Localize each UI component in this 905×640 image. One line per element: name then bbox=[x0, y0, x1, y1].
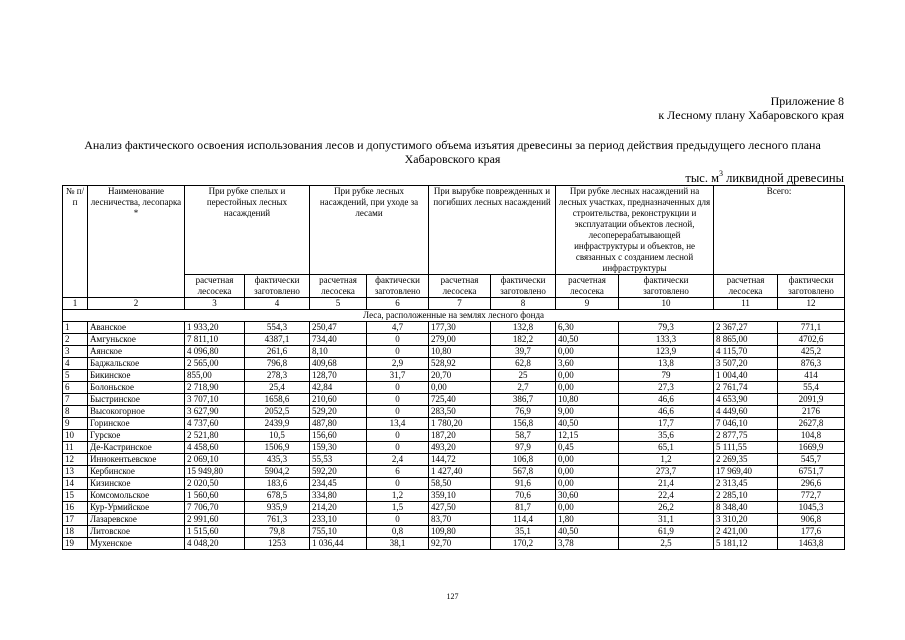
row-number: 5 bbox=[63, 370, 88, 382]
row-number: 8 bbox=[63, 406, 88, 418]
value-cell: 755,10 bbox=[310, 526, 367, 538]
value-cell: 106,8 bbox=[491, 454, 556, 466]
value-cell: 409,68 bbox=[310, 358, 367, 370]
value-cell: 435,3 bbox=[245, 454, 310, 466]
value-cell: 1 427,40 bbox=[429, 466, 491, 478]
header-group-care: При рубке лесных насаждений, при уходе за лесами bbox=[310, 186, 429, 275]
value-cell: 0,00 bbox=[556, 466, 619, 478]
value-cell: 20,70 bbox=[429, 370, 491, 382]
value-cell: 6751,7 bbox=[778, 466, 845, 478]
value-cell: 76,9 bbox=[491, 406, 556, 418]
forestry-name: Мухенское bbox=[88, 538, 185, 550]
value-cell: 40,50 bbox=[556, 418, 619, 430]
column-number: 10 bbox=[619, 298, 714, 310]
value-cell: 1,2 bbox=[367, 490, 429, 502]
value-cell: 1045,3 bbox=[778, 502, 845, 514]
value-cell: 1 780,20 bbox=[429, 418, 491, 430]
value-cell: 1463,8 bbox=[778, 538, 845, 550]
column-number: 6 bbox=[367, 298, 429, 310]
value-cell: 210,60 bbox=[310, 394, 367, 406]
subheader-planned: расчетная лесосека bbox=[429, 275, 491, 298]
value-cell: 6 bbox=[367, 466, 429, 478]
row-number: 16 bbox=[63, 502, 88, 514]
value-cell: 0,45 bbox=[556, 442, 619, 454]
value-cell: 133,3 bbox=[619, 334, 714, 346]
row-number: 1 bbox=[63, 322, 88, 334]
table-row bbox=[63, 418, 845, 430]
value-cell: 27,3 bbox=[619, 382, 714, 394]
value-cell: 2 991,60 bbox=[185, 514, 245, 526]
value-cell: 91,6 bbox=[491, 478, 556, 490]
table-row bbox=[63, 370, 845, 382]
forestry-name: Литовское bbox=[88, 526, 185, 538]
value-cell: 15 949,80 bbox=[185, 466, 245, 478]
value-cell: 13,4 bbox=[367, 418, 429, 430]
row-number: 3 bbox=[63, 346, 88, 358]
value-cell: 2176 bbox=[778, 406, 845, 418]
value-cell: 414 bbox=[778, 370, 845, 382]
value-cell: 0 bbox=[367, 346, 429, 358]
value-cell: 2,9 bbox=[367, 358, 429, 370]
table-row bbox=[63, 382, 845, 394]
value-cell: 159,30 bbox=[310, 442, 367, 454]
row-number: 9 bbox=[63, 418, 88, 430]
value-cell: 2,7 bbox=[491, 382, 556, 394]
row-number: 15 bbox=[63, 490, 88, 502]
forestry-name: Кербинское bbox=[88, 466, 185, 478]
forestry-name: Высокогорное bbox=[88, 406, 185, 418]
value-cell: 9,00 bbox=[556, 406, 619, 418]
value-cell: 83,70 bbox=[429, 514, 491, 526]
table-row bbox=[63, 322, 845, 334]
table-row bbox=[63, 442, 845, 454]
value-cell: 0,00 bbox=[556, 370, 619, 382]
row-number: 11 bbox=[63, 442, 88, 454]
units-prefix: тыс. м bbox=[685, 171, 719, 185]
value-cell: 58,7 bbox=[491, 430, 556, 442]
table-row bbox=[63, 334, 845, 346]
forest-use-table bbox=[62, 185, 845, 550]
value-cell: 61,9 bbox=[619, 526, 714, 538]
value-cell: 0 bbox=[367, 334, 429, 346]
value-cell: 0 bbox=[367, 430, 429, 442]
value-cell: 10,80 bbox=[556, 394, 619, 406]
value-cell: 10,5 bbox=[245, 430, 310, 442]
value-cell: 1 515,60 bbox=[185, 526, 245, 538]
value-cell: 2 565,00 bbox=[185, 358, 245, 370]
value-cell: 5 181,12 bbox=[714, 538, 778, 550]
value-cell: 554,3 bbox=[245, 322, 310, 334]
value-cell: 17 969,40 bbox=[714, 466, 778, 478]
value-cell: 65,1 bbox=[619, 442, 714, 454]
value-cell: 170,2 bbox=[491, 538, 556, 550]
value-cell: 144,72 bbox=[429, 454, 491, 466]
value-cell: 8 865,00 bbox=[714, 334, 778, 346]
value-cell: 156,60 bbox=[310, 430, 367, 442]
table-row bbox=[63, 430, 845, 442]
row-number: 7 bbox=[63, 394, 88, 406]
value-cell: 427,50 bbox=[429, 502, 491, 514]
value-cell: 7 046,10 bbox=[714, 418, 778, 430]
value-cell: 734,40 bbox=[310, 334, 367, 346]
value-cell: 156,8 bbox=[491, 418, 556, 430]
subheader-actual: фактически заготовлено bbox=[245, 275, 310, 298]
row-number: 2 bbox=[63, 334, 88, 346]
value-cell: 132,8 bbox=[491, 322, 556, 334]
value-cell: 4,7 bbox=[367, 322, 429, 334]
value-cell: 2 285,10 bbox=[714, 490, 778, 502]
value-cell: 487,80 bbox=[310, 418, 367, 430]
value-cell: 31,7 bbox=[367, 370, 429, 382]
subheader-planned: расчетная лесосека bbox=[556, 275, 619, 298]
value-cell: 4 115,70 bbox=[714, 346, 778, 358]
table-row bbox=[63, 454, 845, 466]
value-cell: 279,00 bbox=[429, 334, 491, 346]
value-cell: 3 507,20 bbox=[714, 358, 778, 370]
subheader-actual: фактически заготовлено bbox=[619, 275, 714, 298]
value-cell: 97,9 bbox=[491, 442, 556, 454]
value-cell: 855,00 bbox=[185, 370, 245, 382]
value-cell: 7 706,70 bbox=[185, 502, 245, 514]
value-cell: 214,20 bbox=[310, 502, 367, 514]
value-cell: 13,8 bbox=[619, 358, 714, 370]
value-cell: 39,7 bbox=[491, 346, 556, 358]
value-cell: 40,50 bbox=[556, 526, 619, 538]
forestry-name: Лазаревское bbox=[88, 514, 185, 526]
value-cell: 334,80 bbox=[310, 490, 367, 502]
table-row bbox=[63, 490, 845, 502]
value-cell: 2 521,80 bbox=[185, 430, 245, 442]
value-cell: 278,3 bbox=[245, 370, 310, 382]
value-cell: 4 096,80 bbox=[185, 346, 245, 358]
value-cell: 2 269,35 bbox=[714, 454, 778, 466]
value-cell: 876,3 bbox=[778, 358, 845, 370]
value-cell: 55,53 bbox=[310, 454, 367, 466]
subheader-planned: расчетная лесосека bbox=[714, 275, 778, 298]
header-row bbox=[63, 186, 845, 275]
value-cell: 62,8 bbox=[491, 358, 556, 370]
value-cell: 2,5 bbox=[619, 538, 714, 550]
row-number: 10 bbox=[63, 430, 88, 442]
value-cell: 187,20 bbox=[429, 430, 491, 442]
value-cell: 177,30 bbox=[429, 322, 491, 334]
units-superscript: 3 bbox=[718, 169, 723, 178]
value-cell: 935,9 bbox=[245, 502, 310, 514]
forestry-name: Де-Кастринское bbox=[88, 442, 185, 454]
value-cell: 4 737,60 bbox=[185, 418, 245, 430]
value-cell: 114,4 bbox=[491, 514, 556, 526]
column-number-row bbox=[63, 298, 845, 310]
value-cell: 273,7 bbox=[619, 466, 714, 478]
section-row bbox=[63, 310, 845, 322]
value-cell: 1253 bbox=[245, 538, 310, 550]
column-number: 8 bbox=[491, 298, 556, 310]
appendix-number: Приложение 8 bbox=[770, 94, 844, 108]
value-cell: 30,60 bbox=[556, 490, 619, 502]
row-number: 17 bbox=[63, 514, 88, 526]
value-cell: 7 811,10 bbox=[185, 334, 245, 346]
value-cell: 386,7 bbox=[491, 394, 556, 406]
section-title: Леса, расположенные на землях лесного фонда bbox=[63, 310, 845, 322]
table-row bbox=[63, 358, 845, 370]
table-row bbox=[63, 514, 845, 526]
table-row bbox=[63, 526, 845, 538]
column-number: 1 bbox=[63, 298, 88, 310]
table-row bbox=[63, 394, 845, 406]
table-row bbox=[63, 538, 845, 550]
document-title: Анализ фактического освоения использования лесов и допустимого объема изъятия древесины за период действия предыдущего лесного плана Хабаровского края bbox=[84, 138, 821, 166]
value-cell: 8 348,40 bbox=[714, 502, 778, 514]
value-cell: 42,84 bbox=[310, 382, 367, 394]
forestry-name: Комсомольское bbox=[88, 490, 185, 502]
value-cell: 678,5 bbox=[245, 490, 310, 502]
value-cell: 2091,9 bbox=[778, 394, 845, 406]
value-cell: 1 560,60 bbox=[185, 490, 245, 502]
value-cell: 25,4 bbox=[245, 382, 310, 394]
value-cell: 3,78 bbox=[556, 538, 619, 550]
header-name: Наименование лесничества, лесопарка * bbox=[88, 186, 185, 298]
value-cell: 0,00 bbox=[556, 382, 619, 394]
forestry-name: Кур-Урмийское bbox=[88, 502, 185, 514]
table-row bbox=[63, 406, 845, 418]
value-cell: 283,50 bbox=[429, 406, 491, 418]
value-cell: 6,30 bbox=[556, 322, 619, 334]
table-row bbox=[63, 346, 845, 358]
value-cell: 4 048,20 bbox=[185, 538, 245, 550]
value-cell: 296,6 bbox=[778, 478, 845, 490]
value-cell: 796,8 bbox=[245, 358, 310, 370]
value-cell: 21,4 bbox=[619, 478, 714, 490]
value-cell: 0,00 bbox=[556, 502, 619, 514]
value-cell: 250,47 bbox=[310, 322, 367, 334]
value-cell: 1 933,20 bbox=[185, 322, 245, 334]
table-row bbox=[63, 466, 845, 478]
row-number: 13 bbox=[63, 466, 88, 478]
value-cell: 25 bbox=[491, 370, 556, 382]
forestry-name: Аянское bbox=[88, 346, 185, 358]
value-cell: 104,8 bbox=[778, 430, 845, 442]
value-cell: 592,20 bbox=[310, 466, 367, 478]
column-number: 5 bbox=[310, 298, 367, 310]
value-cell: 2 313,45 bbox=[714, 478, 778, 490]
value-cell: 31,1 bbox=[619, 514, 714, 526]
value-cell: 2439,9 bbox=[245, 418, 310, 430]
page-number: 127 bbox=[446, 592, 459, 601]
value-cell: 38,1 bbox=[367, 538, 429, 550]
value-cell: 261,6 bbox=[245, 346, 310, 358]
forestry-name: Гурское bbox=[88, 430, 185, 442]
value-cell: 528,92 bbox=[429, 358, 491, 370]
value-cell: 40,50 bbox=[556, 334, 619, 346]
value-cell: 5904,2 bbox=[245, 466, 310, 478]
value-cell: 0,00 bbox=[556, 454, 619, 466]
row-number: 19 bbox=[63, 538, 88, 550]
value-cell: 2 718,90 bbox=[185, 382, 245, 394]
value-cell: 0,8 bbox=[367, 526, 429, 538]
value-cell: 81,7 bbox=[491, 502, 556, 514]
forestry-name: Иннокентьевское bbox=[88, 454, 185, 466]
subheader-planned: расчетная лесосека bbox=[185, 275, 245, 298]
value-cell: 10,80 bbox=[429, 346, 491, 358]
value-cell: 233,10 bbox=[310, 514, 367, 526]
value-cell: 1506,9 bbox=[245, 442, 310, 454]
appendix-reference: к Лесному плану Хабаровского края bbox=[658, 108, 844, 122]
value-cell: 0,00 bbox=[556, 478, 619, 490]
value-cell: 12,15 bbox=[556, 430, 619, 442]
value-cell: 3 310,20 bbox=[714, 514, 778, 526]
value-cell: 17,7 bbox=[619, 418, 714, 430]
column-number: 4 bbox=[245, 298, 310, 310]
value-cell: 725,40 bbox=[429, 394, 491, 406]
value-cell: 4 458,60 bbox=[185, 442, 245, 454]
value-cell: 182,2 bbox=[491, 334, 556, 346]
value-cell: 1,5 bbox=[367, 502, 429, 514]
value-cell: 22,4 bbox=[619, 490, 714, 502]
subheader-planned: расчетная лесосека bbox=[310, 275, 367, 298]
value-cell: 46,6 bbox=[619, 406, 714, 418]
value-cell: 0,00 bbox=[429, 382, 491, 394]
header-group-damaged: При вырубке поврежденных и погибших лесных насаждений bbox=[429, 186, 556, 275]
value-cell: 1 004,40 bbox=[714, 370, 778, 382]
value-cell: 1,2 bbox=[619, 454, 714, 466]
column-number: 9 bbox=[556, 298, 619, 310]
value-cell: 2 761,74 bbox=[714, 382, 778, 394]
table-row bbox=[63, 478, 845, 490]
value-cell: 2052,5 bbox=[245, 406, 310, 418]
forestry-name: Болоньское bbox=[88, 382, 185, 394]
value-cell: 0 bbox=[367, 406, 429, 418]
header-group-mature: При рубке спелых и перестойных лесных насаждений bbox=[185, 186, 310, 275]
value-cell: 26,2 bbox=[619, 502, 714, 514]
value-cell: 2 069,10 bbox=[185, 454, 245, 466]
subheader-actual: фактически заготовлено bbox=[778, 275, 845, 298]
row-number: 6 bbox=[63, 382, 88, 394]
column-number: 11 bbox=[714, 298, 778, 310]
column-number: 7 bbox=[429, 298, 491, 310]
value-cell: 2 020,50 bbox=[185, 478, 245, 490]
value-cell: 234,45 bbox=[310, 478, 367, 490]
forestry-name: Баджальское bbox=[88, 358, 185, 370]
row-number: 18 bbox=[63, 526, 88, 538]
value-cell: 0,00 bbox=[556, 346, 619, 358]
value-cell: 92,70 bbox=[429, 538, 491, 550]
header-group-total: Всего: bbox=[714, 186, 845, 275]
row-number: 4 bbox=[63, 358, 88, 370]
row-number: 12 bbox=[63, 454, 88, 466]
value-cell: 2627,8 bbox=[778, 418, 845, 430]
value-cell: 2,4 bbox=[367, 454, 429, 466]
value-cell: 123,9 bbox=[619, 346, 714, 358]
subheader-actual: фактически заготовлено bbox=[367, 275, 429, 298]
value-cell: 4 653,90 bbox=[714, 394, 778, 406]
value-cell: 0 bbox=[367, 478, 429, 490]
forestry-name: Быстринское bbox=[88, 394, 185, 406]
value-cell: 359,10 bbox=[429, 490, 491, 502]
subheader-actual: фактически заготовлено bbox=[491, 275, 556, 298]
value-cell: 0 bbox=[367, 394, 429, 406]
column-number: 2 bbox=[88, 298, 185, 310]
table-row bbox=[63, 502, 845, 514]
value-cell: 3,60 bbox=[556, 358, 619, 370]
value-cell: 58,50 bbox=[429, 478, 491, 490]
value-cell: 2 877,75 bbox=[714, 430, 778, 442]
value-cell: 771,1 bbox=[778, 322, 845, 334]
value-cell: 4702,6 bbox=[778, 334, 845, 346]
units-label bbox=[685, 169, 844, 186]
value-cell: 70,6 bbox=[491, 490, 556, 502]
value-cell: 906,8 bbox=[778, 514, 845, 526]
value-cell: 3 707,10 bbox=[185, 394, 245, 406]
value-cell: 128,70 bbox=[310, 370, 367, 382]
value-cell: 1 036,44 bbox=[310, 538, 367, 550]
value-cell: 545,7 bbox=[778, 454, 845, 466]
value-cell: 2 367,27 bbox=[714, 322, 778, 334]
value-cell: 425,2 bbox=[778, 346, 845, 358]
value-cell: 46,6 bbox=[619, 394, 714, 406]
value-cell: 3 627,90 bbox=[185, 406, 245, 418]
value-cell: 79,3 bbox=[619, 322, 714, 334]
value-cell: 79,8 bbox=[245, 526, 310, 538]
value-cell: 55,4 bbox=[778, 382, 845, 394]
forestry-name: Аванское bbox=[88, 322, 185, 334]
value-cell: 35,1 bbox=[491, 526, 556, 538]
value-cell: 0 bbox=[367, 442, 429, 454]
column-number: 12 bbox=[778, 298, 845, 310]
forestry-name: Амгуньское bbox=[88, 334, 185, 346]
value-cell: 1669,9 bbox=[778, 442, 845, 454]
header-group-construction: При рубке лесных насаждений на лесных участках, предназначенных для строительства, реконструкции и эксплуатации объектов лесной, лесоперерабатывающей инфраструктуры и объектов, не связанных с созданием лесной инфраструктуры bbox=[556, 186, 714, 275]
value-cell: 529,20 bbox=[310, 406, 367, 418]
value-cell: 2 421,00 bbox=[714, 526, 778, 538]
forestry-name: Бикинское bbox=[88, 370, 185, 382]
value-cell: 0 bbox=[367, 382, 429, 394]
value-cell: 1658,6 bbox=[245, 394, 310, 406]
value-cell: 1,80 bbox=[556, 514, 619, 526]
value-cell: 493,20 bbox=[429, 442, 491, 454]
value-cell: 0 bbox=[367, 514, 429, 526]
value-cell: 5 111,55 bbox=[714, 442, 778, 454]
row-number: 14 bbox=[63, 478, 88, 490]
value-cell: 4 449,60 bbox=[714, 406, 778, 418]
units-suffix: ликвидной древесины bbox=[722, 171, 844, 185]
header-num: № п/п bbox=[63, 186, 88, 298]
value-cell: 8,10 bbox=[310, 346, 367, 358]
value-cell: 109,80 bbox=[429, 526, 491, 538]
value-cell: 183,6 bbox=[245, 478, 310, 490]
value-cell: 772,7 bbox=[778, 490, 845, 502]
value-cell: 79 bbox=[619, 370, 714, 382]
forestry-name: Кизинское bbox=[88, 478, 185, 490]
forestry-name: Горинское bbox=[88, 418, 185, 430]
value-cell: 177,6 bbox=[778, 526, 845, 538]
column-number: 3 bbox=[185, 298, 245, 310]
value-cell: 761,3 bbox=[245, 514, 310, 526]
value-cell: 4387,1 bbox=[245, 334, 310, 346]
value-cell: 35,6 bbox=[619, 430, 714, 442]
value-cell: 567,8 bbox=[491, 466, 556, 478]
